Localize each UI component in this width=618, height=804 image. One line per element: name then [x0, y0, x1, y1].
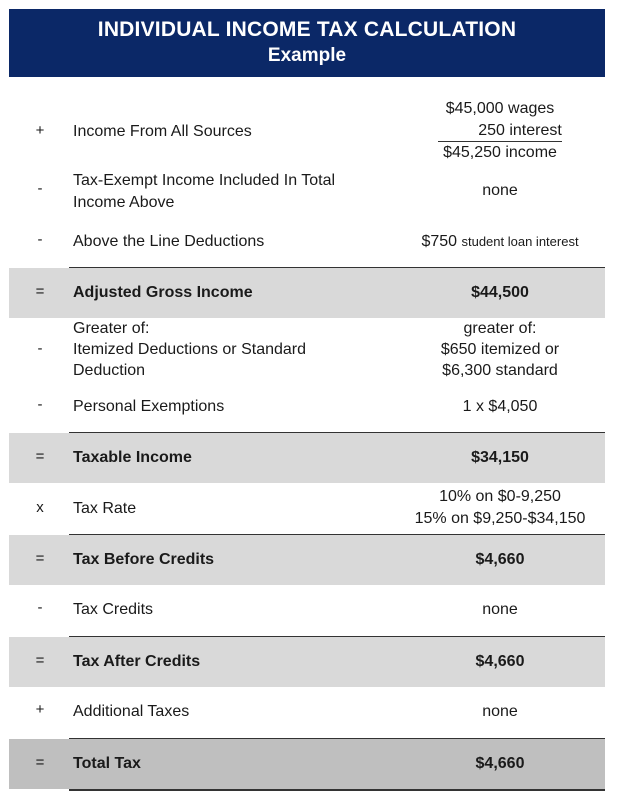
row-value-line-2 [400, 120, 600, 142]
row-label: Income From All Sources [73, 123, 252, 140]
row-value-line-2: $650 itemized or [440, 341, 560, 358]
row-label: Taxable Income [73, 449, 192, 466]
interest-underlined: 250 interest [438, 121, 562, 142]
operator: + [35, 701, 45, 718]
table-row-adjusted-gross-income [0, 268, 618, 318]
operator: - [37, 231, 43, 248]
table-title: INDIVIDUAL INCOME TAX CALCULATION [97, 18, 517, 41]
operator: = [35, 754, 45, 771]
row-value: $34,150 [471, 449, 529, 466]
row-label: Total Tax [73, 755, 141, 772]
operator: - [37, 180, 43, 197]
row-label: Tax Rate [73, 500, 137, 517]
table-subtitle: Example [267, 45, 347, 66]
table-row-income-all-sources [0, 98, 618, 168]
row-value: $4,660 [475, 755, 525, 772]
table-row-personal-exemptions [0, 396, 618, 420]
row-value-line-1: greater of: [463, 320, 537, 337]
row-value [400, 231, 600, 253]
row-value: $4,660 [475, 653, 525, 670]
table-row-tax-before-credits [0, 535, 618, 585]
table-row-tax-exempt-income [0, 170, 618, 214]
table-row-above-line-deductions [0, 231, 618, 255]
table-header [9, 9, 605, 77]
row-value: $4,660 [475, 551, 525, 568]
row-value-line-2: 15% on $9,250-$34,150 [414, 510, 586, 527]
row-value-line-1: 10% on $0-9,250 [439, 488, 561, 505]
row-label: Tax Credits [73, 601, 154, 618]
operator: = [35, 550, 45, 567]
table-row-tax-rate [0, 486, 618, 532]
operator: x [36, 499, 44, 516]
operator: - [37, 599, 43, 616]
operator: - [37, 396, 43, 413]
row-label-line-2: Income Above [73, 194, 175, 211]
row-value-line-3: $45,250 income [443, 144, 557, 161]
row-label: Additional Taxes [73, 703, 190, 720]
row-label-line-2: Itemized Deductions or Standard [73, 341, 307, 358]
row-value: none [482, 182, 518, 199]
table-row-tax-after-credits [0, 637, 618, 687]
row-label-line-1: Tax-Exempt Income Included In Total [73, 172, 336, 189]
value-note: student loan interest [461, 234, 579, 249]
bottom-rule [69, 789, 605, 791]
row-label: Tax Before Credits [73, 551, 215, 568]
table-row-total-tax [0, 739, 618, 789]
row-value-line-3: $6,300 standard [442, 362, 558, 379]
operator: + [35, 122, 45, 139]
row-value-line-1: $45,000 wages [445, 100, 555, 117]
operator: = [35, 283, 45, 300]
table-row-greater-of-deductions [0, 318, 618, 384]
operator: = [35, 652, 45, 669]
table-row-tax-credits [0, 599, 618, 623]
row-value: $44,500 [471, 284, 529, 301]
table-row-additional-taxes [0, 701, 618, 725]
value-amount: $750 [421, 233, 458, 250]
row-label: Tax After Credits [73, 653, 201, 670]
row-label: Personal Exemptions [73, 398, 225, 415]
row-value: none [482, 703, 518, 720]
row-value: 1 x $4,050 [462, 398, 538, 415]
row-label: Above the Line Deductions [73, 233, 265, 250]
row-label: Adjusted Gross Income [73, 284, 253, 301]
row-label-line-3: Deduction [73, 362, 146, 379]
operator: = [35, 448, 45, 465]
row-label-line-1: Greater of: [73, 320, 150, 337]
operator: - [37, 340, 43, 357]
row-value: none [482, 601, 518, 618]
table-row-taxable-income [0, 433, 618, 483]
